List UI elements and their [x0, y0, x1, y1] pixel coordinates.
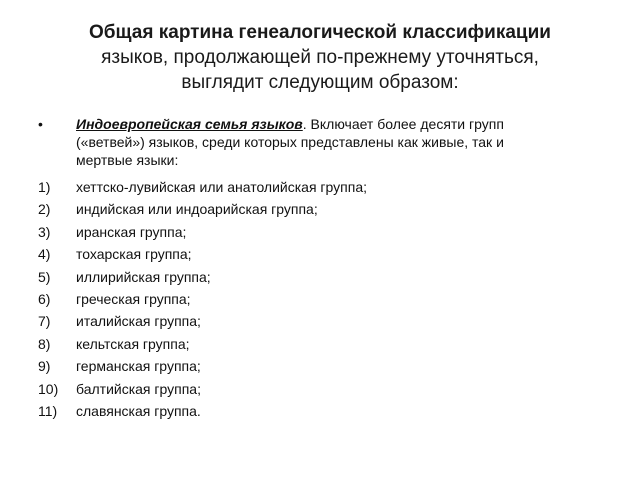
intro-line-1-rest: . Включает более десяти групп: [302, 116, 504, 132]
list-item-label: иранская группа;: [76, 223, 187, 240]
groups-list: [38, 176, 598, 422]
list-item-number: 6): [38, 290, 51, 307]
list-item-number: 3): [38, 223, 51, 240]
list-item: [38, 400, 598, 422]
list-item-number: 2): [38, 201, 51, 218]
family-term: Индоевропейская семья языков: [76, 116, 303, 132]
intro-line-1: [76, 115, 596, 133]
list-item: [38, 243, 598, 265]
list-item: [38, 378, 598, 400]
intro-line-3: мертвые языки:: [76, 152, 179, 168]
title-line-2: языков, продолжающей по-прежнему уточняться,: [101, 47, 539, 68]
list-item-number: 7): [38, 313, 51, 330]
list-item-label: балтийская группа;: [76, 380, 201, 397]
list-item-label: иллирийская группа;: [76, 268, 211, 285]
list-item-number: 8): [38, 335, 51, 352]
list-item: [38, 198, 598, 220]
list-item-label: германская группа;: [76, 358, 201, 375]
list-item-number: 4): [38, 246, 51, 263]
list-item-label: тохарская группа;: [76, 246, 192, 263]
intro-text: [76, 115, 596, 169]
list-item-label: греческая группа;: [76, 290, 191, 307]
list-item-label: хеттско-лувийская или анатолийская группа;: [76, 179, 367, 195]
list-item: [38, 288, 598, 310]
list-item-number: 10): [38, 380, 59, 397]
list-item-number: 1): [38, 179, 51, 195]
slide-title: [40, 20, 600, 95]
list-item-label: италийская группа;: [76, 313, 201, 330]
title-line-1: Общая картина генеалогической классификации: [89, 22, 551, 43]
list-item-label: славянская группа.: [76, 402, 201, 419]
list-item: [38, 310, 598, 332]
list-item-number: 5): [38, 268, 51, 285]
list-item: [38, 333, 598, 355]
intro-line-2: («ветвей») языков, среди которых представлены как живые, так и: [76, 134, 504, 150]
list-item: [38, 355, 598, 377]
title-line-3: выглядит следующим образом:: [181, 72, 459, 93]
bullet-marker: •: [38, 116, 43, 132]
list-item-label: индийская или индоарийская группа;: [76, 201, 318, 218]
list-item-number: 11): [38, 402, 58, 419]
list-item: [38, 221, 598, 243]
list-item: [38, 176, 598, 198]
list-item-number: 9): [38, 358, 51, 375]
list-item: [38, 266, 598, 288]
list-item-label: кельтская группа;: [76, 335, 190, 352]
